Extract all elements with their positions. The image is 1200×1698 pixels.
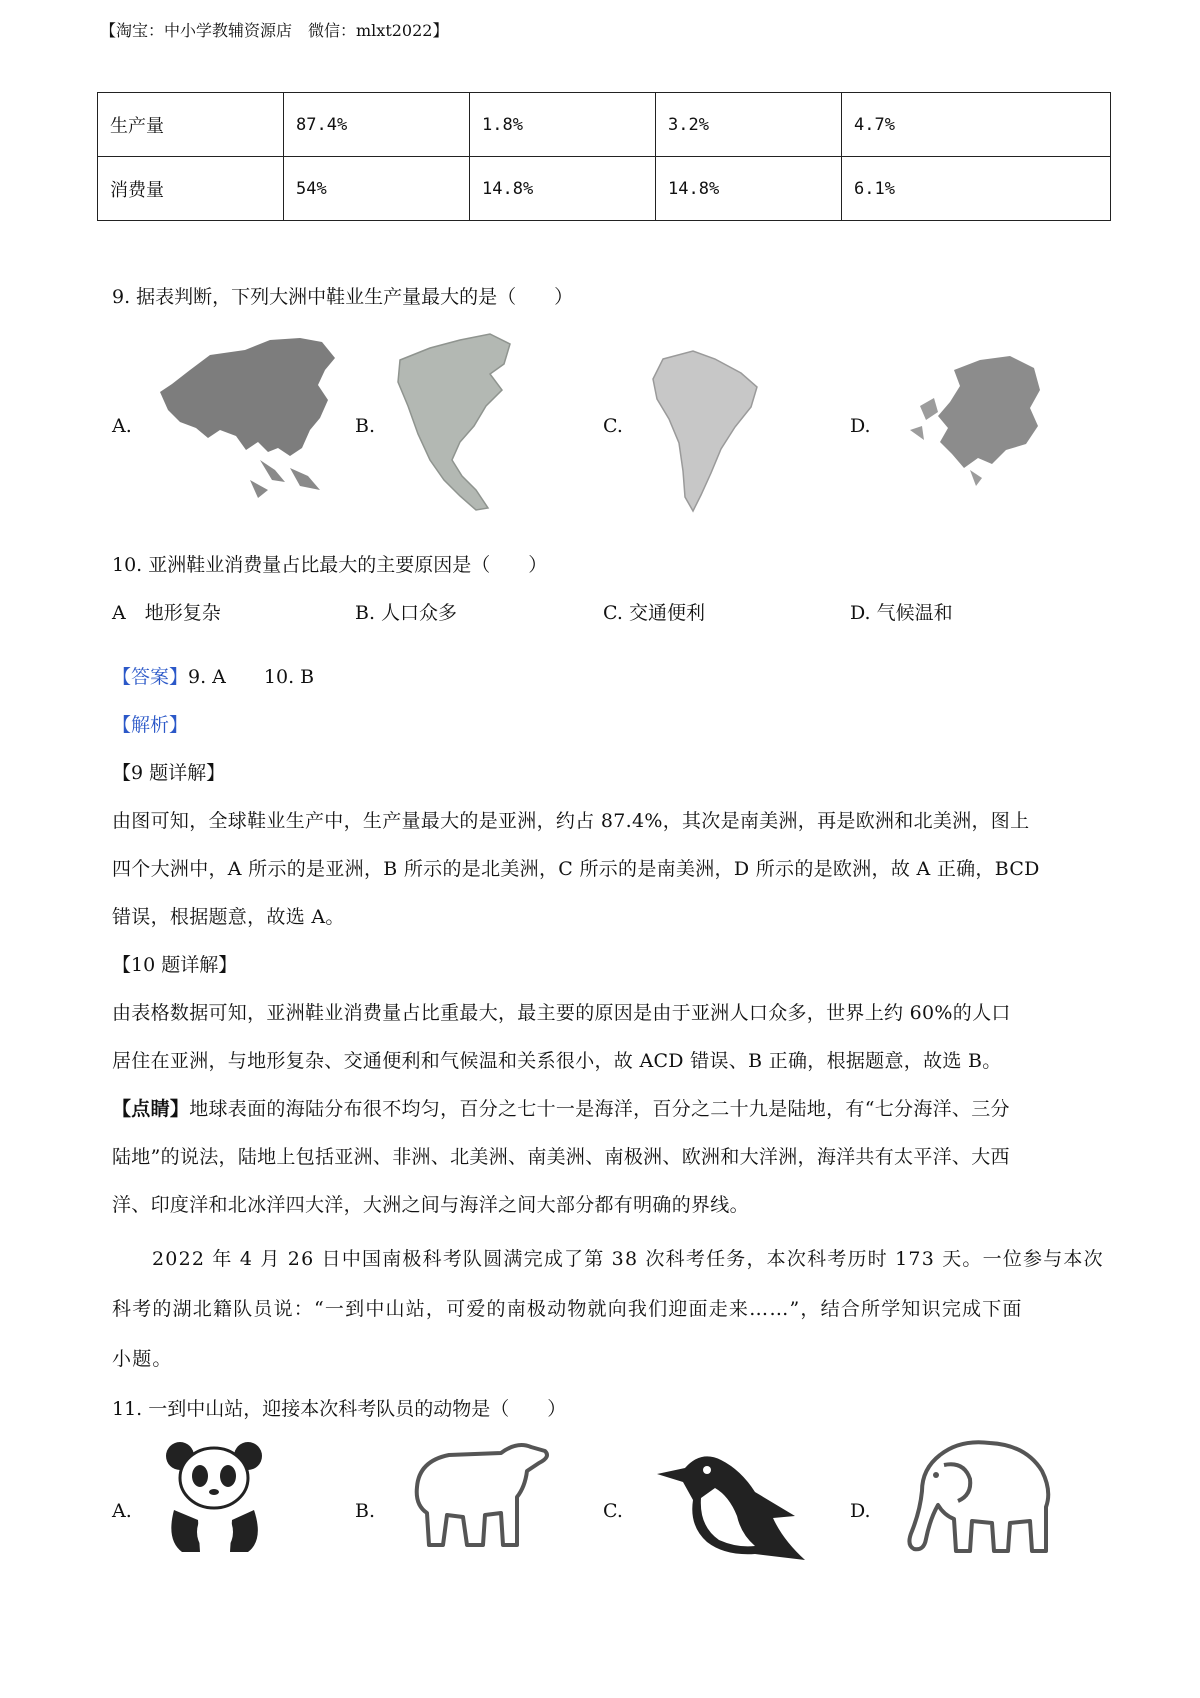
table-cell: 14.8% (470, 157, 656, 221)
passage-line: 2022 年 4 月 26 日中国南极科考队圆满完成了第 38 次科考任务，本次科考历时 173 天。一位参与本次 (152, 1248, 1104, 1270)
table-cell: 54% (284, 157, 470, 221)
q9-stem: 9. 据表判断，下列大洲中鞋业生产量最大的是（ ） (112, 286, 574, 308)
analysis-tag: 【解析】 (112, 714, 189, 736)
q11-option-d: D. (850, 1500, 871, 1522)
table-row (98, 157, 1111, 221)
south-america-map-icon (645, 345, 765, 515)
table-cell: 1.8% (470, 93, 656, 157)
table-cell: 3.2% (656, 93, 842, 157)
q11-option-a: A. (112, 1500, 132, 1522)
polar-bear-icon (405, 1435, 555, 1565)
shoe-industry-table (97, 92, 1111, 221)
q10-detail-line: 由表格数据可知，亚洲鞋业消费量占比重最大，最主要的原因是由于亚洲人口众多，世界上约 60%的人口 (112, 1002, 1011, 1024)
q9-detail-title: 【9 题详解】 (112, 762, 226, 784)
q9-option-c: C. (603, 415, 623, 437)
passage-line: 小题。 (112, 1348, 173, 1370)
q10-detail-line: 居住在亚洲，与地形复杂、交通便利和气候温和关系很小，故 ACD 错误、B 正确，根据题意，故选 B。 (112, 1050, 1002, 1072)
q9-detail-line: 由图可知，全球鞋业生产中，生产量最大的是亚洲，约占 87.4%，其次是南美洲，再是欧洲和北美洲，图上 (112, 810, 1030, 832)
q10-option-b: B. 人口众多 (355, 602, 458, 624)
q11-option-c: C. (603, 1500, 623, 1522)
q11-stem: 11. 一到中山站，迎接本次科考队员的动物是（ ） (112, 1398, 567, 1420)
q9-option-d: D. (850, 415, 871, 437)
table-cell: 6.1% (842, 157, 1111, 221)
europe-map-icon (900, 350, 1050, 490)
table-cell: 87.4% (284, 93, 470, 157)
q9-option-a: A. (112, 415, 132, 437)
tip-line: 陆地”的说法，陆地上包括亚洲、非洲、北美洲、南美洲、南极洲、欧洲和大洋洲，海洋共有太平洋、大西 (112, 1146, 1010, 1168)
q10-stem: 10. 亚洲鞋业消费量占比最大的主要原因是（ ） (112, 554, 548, 576)
q9-option-b: B. (355, 415, 376, 437)
tip-line: 洋、印度洋和北冰洋四大洋，大洲之间与海洋之间大部分都有明确的界线。 (112, 1194, 749, 1216)
q9-detail-line: 错误，根据题意，故选 A。 (112, 906, 345, 928)
penguin-icon (645, 1430, 815, 1570)
q10-option-a: A 地形复杂 (112, 602, 221, 624)
asia-map-icon (150, 330, 340, 510)
table-cell: 14.8% (656, 157, 842, 221)
passage-line: 科考的湖北籍队员说：“一到中山站，可爱的南极动物就向我们迎面走来……”，结合所学知识完成下面 (112, 1298, 1023, 1320)
answer (112, 662, 314, 689)
north-america-map-icon (390, 330, 520, 520)
table-cell: 4.7% (842, 93, 1111, 157)
tip-line (112, 1094, 1102, 1121)
row-label: 消费量 (98, 157, 284, 221)
elephant-icon (900, 1435, 1060, 1565)
row-label: 生产量 (98, 93, 284, 157)
q9-detail-line: 四个大洲中，A 所示的是亚洲，B 所示的是北美洲，C 所示的是南美洲，D 所示的是欧洲，故 A 正确，BCD (112, 858, 1040, 880)
answer-tag: 【答案】 (112, 666, 189, 688)
page-header: 【淘宝：中小学教辅资源店 微信：mlxt2022】 (100, 21, 449, 40)
panda-icon (160, 1440, 270, 1560)
tip-tag: 【点睛】 (112, 1098, 190, 1120)
q10-option-d: D. 气候温和 (850, 602, 953, 624)
q10-detail-title: 【10 题详解】 (112, 954, 238, 976)
q10-option-c: C. 交通便利 (603, 602, 705, 624)
tip-text: 地球表面的海陆分布很不均匀，百分之七十一是海洋，百分之二十九是陆地，有“七分海洋、三分 (189, 1098, 1010, 1120)
answer-text: 9. A 10. B (188, 666, 315, 688)
q11-option-b: B. (355, 1500, 376, 1522)
table-row (98, 93, 1111, 157)
